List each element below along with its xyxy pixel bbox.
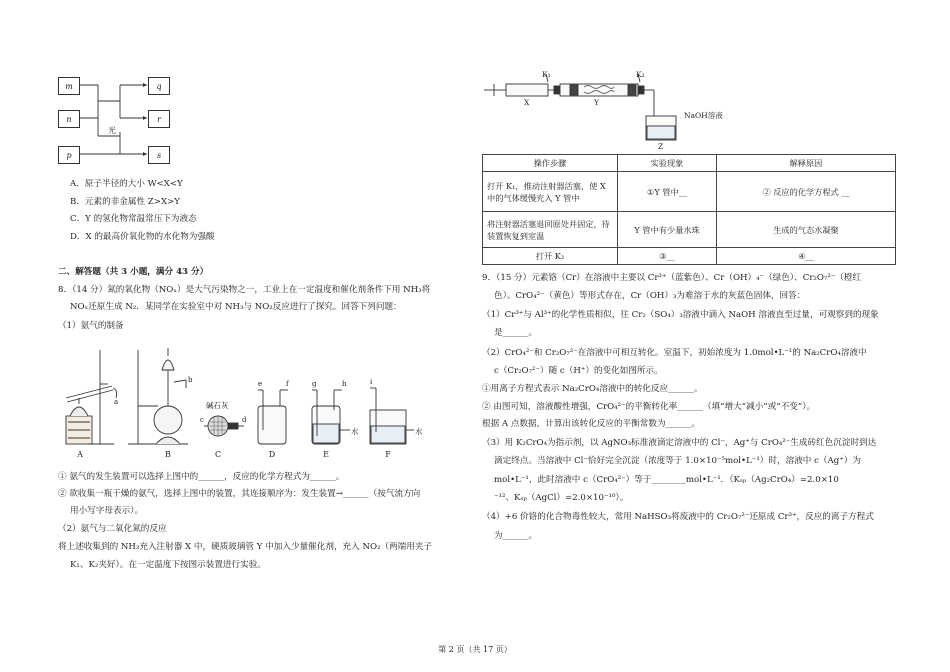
q8-q1-2b: 用小写字母表示）。 <box>70 506 144 516</box>
table-cell: ③__ <box>618 248 717 265</box>
annot-i: i <box>370 378 373 386</box>
q8-q1-1: ① 氨气的发生装置可以选择上图中的______，反应的化学方程式为______。 <box>58 472 345 482</box>
label-z: Z <box>658 142 664 151</box>
q7-connectors <box>58 74 178 166</box>
q8-q1-2a: ② 欲收集一瓶干燥的氨气，选择上图中的装置，其连接顺序为：发生装置→______（按气流方向 <box>58 489 421 499</box>
apparatus-label-c: C <box>214 450 222 459</box>
apparatus-label-d: D <box>268 450 276 459</box>
table-cell: 生成的气态水凝聚 <box>717 212 896 248</box>
label-k2: K₂ <box>636 70 645 79</box>
table-cell: Y 管中有少量水珠 <box>618 212 717 248</box>
label-x: X <box>524 98 530 107</box>
q7-option-a: A．原子半径的大小 W<X<Y <box>70 179 183 189</box>
q9-line-9: 根据 A 点数据，计算出该转化反应的平衡常数为______。 <box>482 419 700 429</box>
q7-option-b: B．元素的非金属性 Z>X>Y <box>70 197 180 207</box>
apparatus-label-e: E <box>323 450 329 459</box>
q7-option-c: C．Y 的氢化物常温常压下为液态 <box>70 214 197 224</box>
experiment-table <box>482 154 896 265</box>
q8-intro-1: 8．（14 分）氮的氧化物（NOₓ）是大气污染物之一，工业上在一定温度和催化剂条件下用 NH₃将 <box>58 285 431 295</box>
table-cell: ② 反应的化学方程式 __ <box>717 172 896 212</box>
apparatus-label-b: B <box>165 450 171 459</box>
annot-soda-lime: 碱石灰 <box>206 401 229 410</box>
node-n: n <box>58 110 80 128</box>
q9-line-15: 为______。 <box>494 531 537 541</box>
node-s: s <box>148 146 170 164</box>
node-p: p <box>58 146 80 164</box>
table-row <box>483 248 896 265</box>
annot-h: h <box>342 380 347 388</box>
annot-b: b <box>188 376 193 384</box>
node-r: r <box>148 110 170 128</box>
label-k1: K₁ <box>542 70 551 79</box>
q7-diagram <box>58 74 178 166</box>
annot-a: a <box>114 398 119 406</box>
table-header-row <box>483 155 896 172</box>
q9-line-7: ①用离子方程式表示 Na₂CrO₄溶液中的转化反应______。 <box>482 384 703 394</box>
q9-line-10: （3）用 K₂CrO₄为指示剂，以 AgNO₃标准液滴定溶液中的 Cl⁻，Ag⁺与 CrO₄²⁻生成砖红色沉淀时到达 <box>482 438 877 448</box>
q9-line-13: ⁻¹²、Kₛₚ（AgCl）=2.0×10⁻¹⁰）。 <box>494 493 629 503</box>
q8-part2-b: K₁、K₂夹好）。在一定温度下按图示装置进行实验。 <box>70 560 266 570</box>
table-cell: 打开 K₂ <box>483 248 618 265</box>
q9-line-2: 色）、CrO₄²⁻（黄色）等形式存在，Cr（OH）₃为难溶于水的灰蓝色固体，回答： <box>494 291 806 301</box>
q8-part2-title: （2）氨气与二氧化氮的反应 <box>58 524 167 534</box>
annot-d: d <box>242 416 247 424</box>
label-naoh: NaOH溶液 <box>684 111 723 120</box>
q8-intro-2: NOₓ还原生成 N₂．某同学在实验室中对 NH₃与 NO₂反应进行了探究。回答下列问题： <box>70 302 402 312</box>
node-m: m <box>58 77 80 95</box>
section-title: 二、解答题（共 3 小题，满分 43 分） <box>58 267 209 277</box>
annot-c: c <box>200 416 204 424</box>
table-cell: 打开 K₁，推动注射器活塞，使 X 中的气体缓慢充入 Y 管中 <box>483 172 618 212</box>
apparatus-label-a: A <box>77 450 83 459</box>
annot-f: f <box>286 380 289 388</box>
syringe-apparatus <box>480 70 730 152</box>
annot-water-e: 水 <box>351 427 359 436</box>
q9-line-8: ② 由图可知，溶液酸性增强，CrO₄²⁻的平衡转化率______（填“增大”减小”或“不变”）。 <box>482 402 816 412</box>
table-cell: ①Y 管中__ <box>618 172 717 212</box>
page-footer: 第 2 页（共 17 页） <box>438 645 512 654</box>
node-q: q <box>148 77 170 95</box>
annot-e: e <box>258 380 263 388</box>
label-y: Y <box>594 98 599 107</box>
table-header: 操作步骤 <box>483 155 618 172</box>
annot-water-f: 水 <box>415 427 423 436</box>
q9-line-3: （1）Cr³⁺与 Al³⁺的化学性质相似，往 Cr₂（SO₄）₃溶液中滴入 NaOH 溶液直至过量，可观察到的现象 <box>482 310 879 320</box>
annot-g: g <box>312 380 317 388</box>
apparatus-label-f: F <box>385 450 391 459</box>
table-row <box>483 212 896 248</box>
apparatus-figure <box>58 340 438 468</box>
q9-line-6: c（Cr₂O₇²⁻）随 c（H⁺）的变化如图所示。 <box>494 366 663 376</box>
table-header: 实验现象 <box>618 155 717 172</box>
q7-option-d: D．X 的最高价氧化物的水化物为强酸 <box>70 232 215 242</box>
q9-line-14: （4）+6 价铬的化合物毒性较大，常用 NaHSO₃将废液中的 Cr₂O₇²⁻还原成 Cr³⁺，反应的离子方程式 <box>482 512 874 522</box>
table-header: 解释原因 <box>717 155 896 172</box>
light-label: 光 <box>108 126 116 135</box>
q8-part1-title: （1）氨气的制备 <box>58 321 124 331</box>
table-row <box>483 172 896 212</box>
q9-line-12: mol•L⁻¹，此时溶液中 c（CrO₄²⁻）等于________mol•L⁻¹．（Kₛₚ（Ag₂CrO₄）=2.0×10 <box>494 475 839 485</box>
q9-line-4: 是______。 <box>494 328 537 338</box>
table-cell: 将注射器活塞退回原处并固定，待装置恢复到室温 <box>483 212 618 248</box>
q9-line-5: （2）CrO₄²⁻和 Cr₂O₇²⁻在溶液中可相互转化。室温下，初始浓度为 1.0mol•L⁻¹的 Na₂CrO₄溶液中 <box>482 348 867 358</box>
q8-part2-a: 将上述收集到的 NH₃充入注射器 X 中，硬质玻璃管 Y 中加入少量催化剂，充入 NO₂（两端用夹子 <box>58 542 433 552</box>
table-cell: ④__ <box>717 248 896 265</box>
q9-line-1: 9．（15 分）元素铬（Cr）在溶液中主要以 Cr³⁺（蓝紫色）、Cr（OH）₄⁻（绿色）、Cr₂O₇²⁻（橙红 <box>482 273 862 283</box>
q9-line-11: 滴定终点。当溶液中 Cl⁻恰好完全沉淀（浓度等于 1.0×10⁻⁵mol•L⁻¹）时，溶液中 c（Ag⁺）为 <box>494 456 861 466</box>
